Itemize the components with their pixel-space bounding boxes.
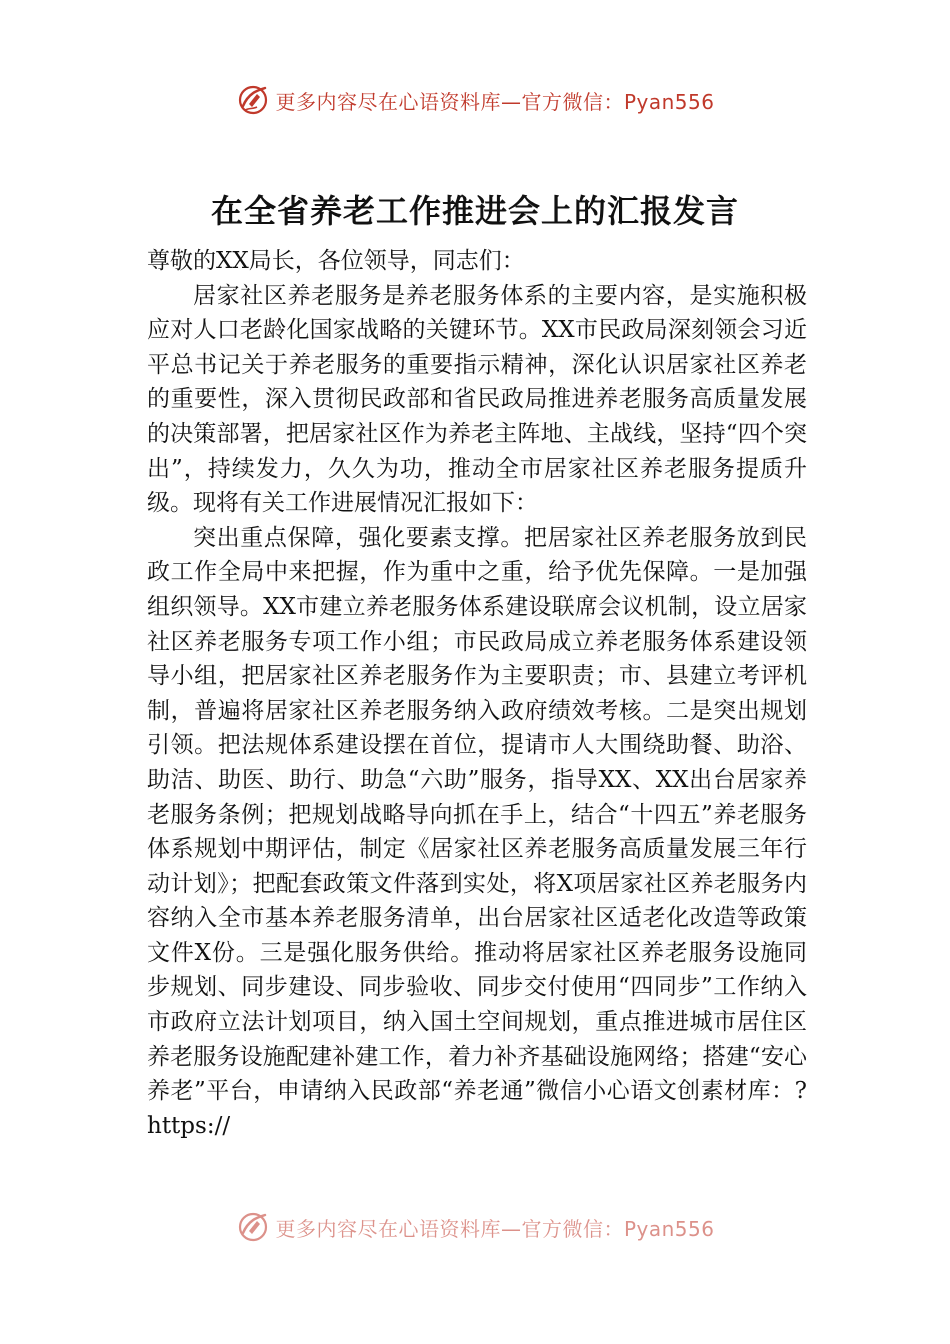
paragraph-key-guarantees: 突出重点保障，强化要素支撑。把居家社区养老服务放到民政工作全局中来把握，作为重中之重，给予优先保障。一是加强组织领导。XX市建立养老服务体系建设联席会议机制，设立居家社区养老服务专项工作小组；市民政局成立养老服务体系建设领导小组，把居家社区养老服务作为主要职责；市、县建立考评机制，普遍将居家社区养老服务纳入政府绩效考核。二是突出规划引领。把法规体系建设摆在首位，提请市人大围绕助餐、助浴、助洁、助医、助行、助急“六助”服务，指导XX、XX出台居家养老服务条例；把规划战略导向抓在手上，结合“十四五”养老服务体系规划中期评估，制定《居家社区养老服务高质量发展三年行动计划》；把配套政策文件落到实处，将X项居家社区养老服务内容纳入全市基本养老服务清单，出台居家社区适老化改造等政策文件X份。三是强化服务供给。推动将居家社区养老服务设施同步规划、同步建设、同步验收、同步交付使用“四同步”工作纳入市政府立法计划项目，纳入国土空间规划，重点推进城市居住区养老服务设施配建补建工作，着力补齐基础设施网络；搭建“安心养老”平台，申请纳入民政部“养老通”微信小心语文创素材库：?https://: [147, 524, 807, 1139]
header-banner-text: 更多内容尽在心语资料库—官方微信：Pyan556: [275, 89, 715, 114]
footer-watermark-banner: [0, 1209, 950, 1245]
paragraph-intro: 居家社区养老服务是养老服务体系的主要内容，是实施积极应对人口老龄化国家战略的关键环节。XX市民政局深刻领会习近平总书记关于养老服务的重要指示精神，深化认识居家社区养老的重要性，深入贯彻民政部和省民政局推进养老服务高质量发展的决策部署，把居家社区作为养老主阵地、主战线，坚持“四个突出”，持续发力，久久为功，推动全市居家社区养老服务提质升级。现将有关工作进展情况汇报如下：: [147, 282, 807, 517]
header-watermark-banner: [0, 82, 950, 118]
salutation: 尊敬的XX局长，各位领导，同志们：: [147, 248, 525, 274]
pen-swirl-logo-icon: [235, 82, 271, 118]
document-title: 在全省养老工作推进会上的汇报发言: [210, 192, 739, 230]
footer-banner-text: 更多内容尽在心语资料库—官方微信：Pyan556: [275, 1216, 715, 1241]
document-body: [147, 244, 807, 1143]
pen-swirl-logo-icon: [235, 1209, 271, 1245]
